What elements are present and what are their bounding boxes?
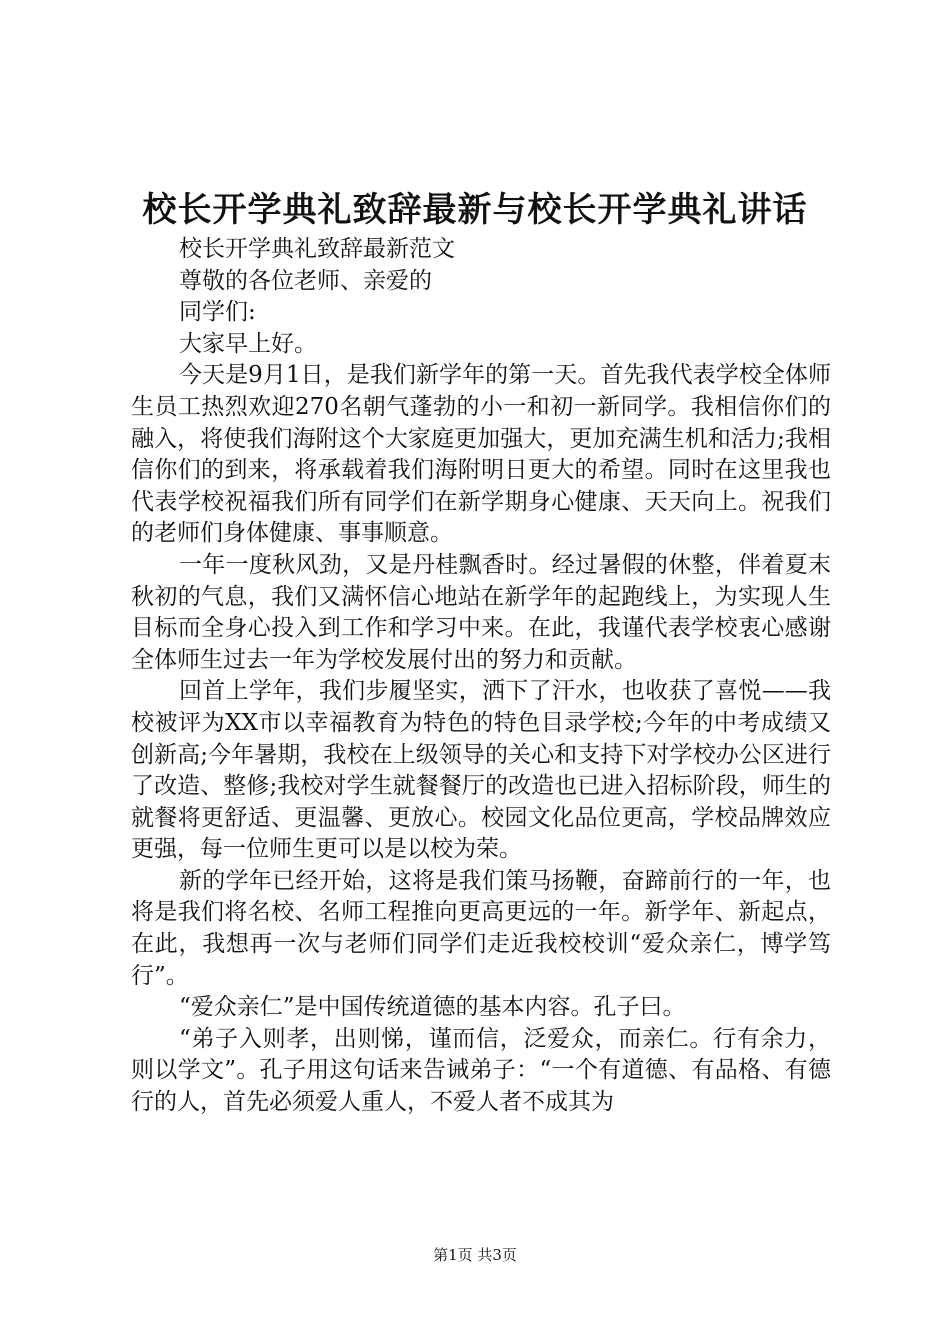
paragraph: 同学们:: [179, 299, 256, 326]
paragraph: “弟子入则孝，出则悌，谨而信，泛爱众，而亲仁。行有余力，则以学文”。孔子用这句话来告诫弟子：“一个有道德、有品格、有德行的人，首先必须爱人重人，不爱人者不成其为: [131, 1025, 831, 1116]
paragraph: 尊敬的各位老师、亲爱的: [179, 267, 432, 294]
document-body: [131, 234, 831, 1119]
paragraph: 大家早上好。: [179, 330, 317, 357]
paragraph: 新的学年已经开始，这将是我们策马扬鞭，奋蹄前行的一年，也将是我们将名校、名师工程推向更高更远的一年。新学年、新起点，在此，我想再一次与老师们同学们走近我校校训“爱众亲仁，博学笃行”。: [131, 867, 831, 989]
paragraph: 一年一度秋风劲，又是丹桂飘香时。经过暑假的休整，伴着夏末秋初的气息，我们又满怀信心地站在新学年的起跑线上，为实现人生目标而全身心投入到工作和学习中来。在此，我谨代表学校衷心感谢全体师生过去一年为学校发展付出的努力和贡献。: [131, 551, 831, 673]
paragraph: 回首上学年，我们步履坚实，洒下了汗水，也收获了喜悦——我校被评为XX市以幸福教育为特色的特色目录学校;今年的中考成绩又创新高;今年暑期，我校在上级领导的关心和支持下对学校办公区进行了改造、整修;我校对学生就餐餐厅的改造也已进入招标阶段，师生的就餐将更舒适、更温馨、更放心。校园文化品位更高，学校品牌效应更强，每一位师生更可以是以校为荣。: [131, 678, 831, 863]
document-title: 校长开学典礼致辞最新与校长开学典礼讲话: [142, 190, 808, 230]
page-footer: 第1页 共3页: [433, 1246, 517, 1264]
paragraph: 今天是9月1日，是我们新学年的第一天。首先我代表学校全体师生员工热烈欢迎270名朝气蓬勃的小一和初一新同学。我相信你们的融入，将使我们海附这个大家庭更加强大，更加充满生机和活力;我相信你们的到来，将承载着我们海附明日更大的希望。同时在这里我也代表学校祝福我们所有同学们在新学期身心健康、天天向上。祝我们的老师们身体健康、事事顺意。: [131, 362, 831, 547]
paragraph: “爱众亲仁”是中国传统道德的基本内容。孔子曰。: [179, 994, 686, 1021]
paragraph: 校长开学典礼致辞最新范文: [179, 236, 455, 262]
